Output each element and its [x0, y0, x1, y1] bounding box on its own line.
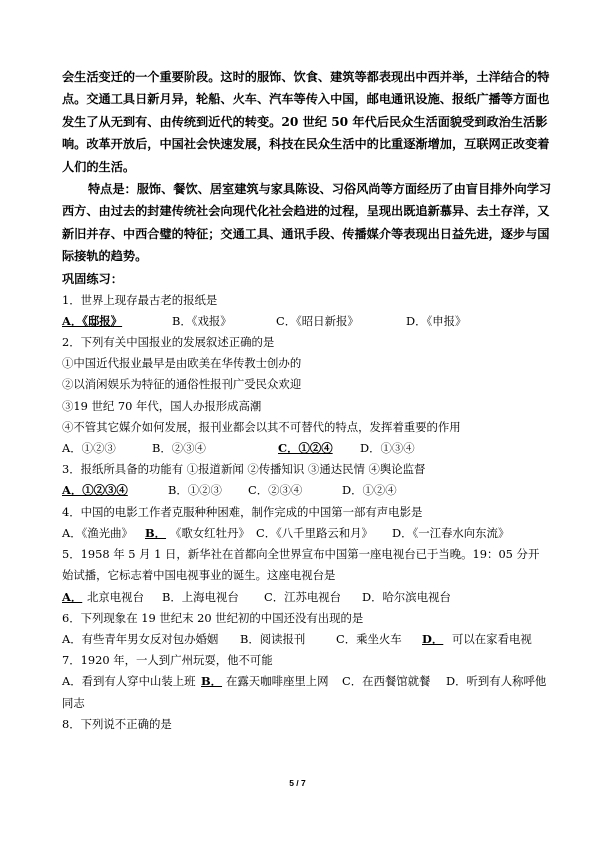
question-8-stem: 8．下列说不正确的是: [62, 716, 172, 731]
text-line: 点。交通工具日新月异，轮船、火车、汽车等传入中国，邮电通讯设施、报纸广播等方面也: [62, 92, 550, 107]
option-b: B．①②③: [168, 483, 222, 498]
option-c: C．在西餐馆就餐: [342, 674, 431, 689]
text-line: 际接轨的趋势。: [62, 249, 148, 264]
text-line: 响。改革开放后，中国社会快速发展，科技在民众生活中的比重逐渐增加，互联网正改变着: [62, 137, 550, 152]
question-4-options: [62, 523, 552, 544]
option-spacer: [252, 438, 278, 459]
question-4-stem: 4．中国的电影工作者克服种种困难，制作完成的中国第一部有声电影是: [62, 504, 423, 519]
option-a-answer: A．《邸报》: [62, 313, 123, 328]
question-3-stem: 3．报纸所具备的功能有 ①报道新闻 ②传播知识 ③通达民情 ④舆论监督: [62, 462, 426, 477]
question-5-stem-line-1: 5．1958 年 5 月 1 日，新华社在首都向全世界宣布中国第一座电视台已于当晚。19：05 分开: [62, 547, 540, 562]
text-line: 西方、由过去的封建传统社会向现代化社会趋进的过程，呈现出既追新慕异、去土存洋，又: [62, 204, 550, 219]
option-b-answer: B．: [201, 674, 223, 689]
option-c: C．《八千里路云和月》: [256, 525, 373, 540]
intro-paragraph-1: [62, 66, 552, 178]
option-d: D．①②④: [342, 483, 397, 498]
option-d-text: 可以在家看电视: [452, 631, 532, 646]
option-a: A．有些青年男女反对包办婚姻: [62, 631, 219, 646]
option-c: C．《昭日新报》: [276, 313, 359, 328]
text-line: 人们的生活。: [62, 159, 136, 174]
question-1-stem: 1．世界上现存最古老的报纸是: [62, 292, 218, 307]
option-b: B．《戏报》: [172, 313, 232, 328]
option-d: D．《申报》: [406, 313, 467, 328]
option-c-answer: C．①②④: [278, 441, 333, 456]
option-d: D．哈尔滨电视台: [362, 589, 451, 604]
text-line: 新旧并存、中西合璧的特征；交通工具、通讯手段、传播媒介等表现出日益先进，逐步与国: [62, 226, 550, 241]
question-7-options: [62, 671, 552, 692]
option-c: C．江苏电视台: [264, 589, 342, 604]
option-b-text: 在露天咖啡座里上网: [226, 674, 329, 689]
question-1-options: [62, 311, 552, 332]
option-d: D．①③④: [360, 441, 415, 456]
option-a: A．①②③: [62, 441, 116, 456]
section-title: 巩固练习：: [62, 271, 123, 286]
option-b-answer: B．: [145, 525, 167, 540]
question-5-options: [62, 587, 552, 608]
text-line: 发生了从无到有、由传统到近代的转变。20 世纪 50 年代后民众生活面貌受到政治生活影: [62, 114, 548, 129]
page-content: [62, 66, 552, 735]
option-d: D．《一江春水向东流》: [392, 525, 510, 540]
text-line: 特点是：服饰、餐饮、居室建筑与家具陈设、习俗风尚等方面经历了由盲目排外向学习: [88, 182, 552, 197]
question-5-stem-line-2: 始试播，它标志着中国电视事业的诞生。这座电视台是: [62, 568, 336, 583]
statement-1: ①中国近代报业最早是由欧美在华传教士创办的: [62, 356, 302, 371]
question-6-options: [62, 629, 552, 650]
text-line: 会生活变迁的一个重要阶段。这时的服饰、饮食、建筑等都表现出中西并举，土洋结合的特: [62, 70, 550, 84]
statement-2: ②以消闲娱乐为特征的通俗性报刊广受民众欢迎: [62, 377, 302, 392]
option-a-text: 北京电视台: [87, 589, 144, 604]
question-7-wrap: 同志: [62, 695, 85, 710]
option-a: A．看到有人穿中山装上班: [62, 674, 196, 689]
option-d: D．听到有人称呼他: [446, 674, 547, 689]
intro-paragraph-2: [62, 178, 552, 268]
statement-4: ④不管其它媒介如何发展，报刊业都会以其不可替代的特点，发挥着重要的作用: [62, 419, 461, 434]
option-d-answer: D．: [422, 631, 444, 646]
statement-3: ③19 世纪 70 年代，国人办报形成高潮: [62, 398, 262, 413]
option-c: C．乘坐火车: [336, 631, 402, 646]
option-b: B．②③④: [152, 441, 206, 456]
question-2-options: [62, 438, 552, 459]
option-a-answer: A．: [62, 589, 83, 604]
option-a-answer: A．①②③④: [62, 483, 128, 498]
option-a: A．《渔光曲》: [62, 525, 133, 540]
question-2-stem: 2．下列有关中国报业的发展叙述正确的是: [62, 335, 275, 350]
option-c: C．②③④: [248, 483, 303, 498]
option-b: B．上海电视台: [162, 589, 239, 604]
option-b: B．阅读报刊: [240, 631, 306, 646]
question-3-options: [62, 480, 552, 501]
question-7-stem: 7．1920 年，一人到广州玩耍，他不可能: [62, 653, 273, 668]
page-number: 5 / 7: [289, 778, 306, 788]
option-b-text: 《歌女红牡丹》: [170, 525, 250, 540]
question-6-stem: 6．下列现象在 19 世纪末 20 世纪初的中国还没有出现的是: [62, 610, 364, 625]
